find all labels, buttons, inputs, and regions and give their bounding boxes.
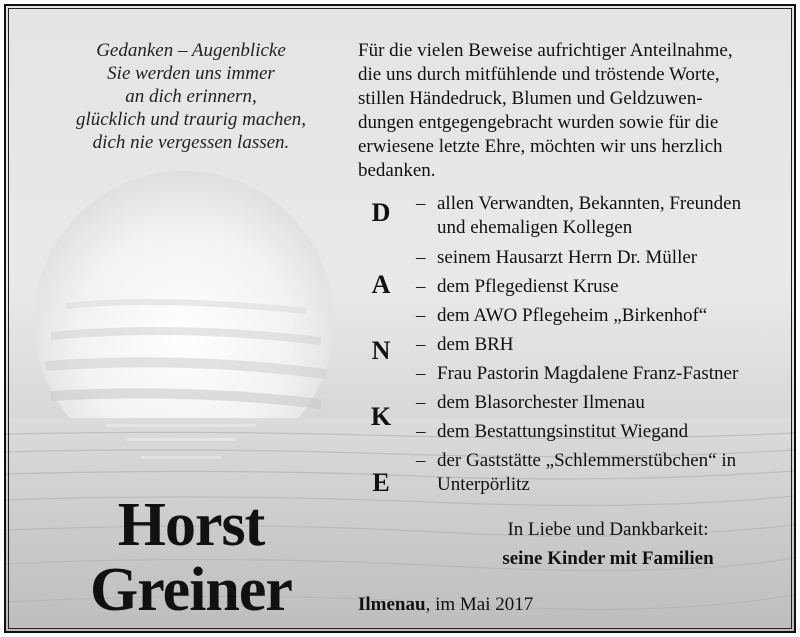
place-date — [358, 593, 533, 617]
deceased-first-name: Horst — [117, 491, 265, 559]
thanks-item: Frau Pastorin Magdalene Franz-Fastner — [437, 363, 739, 384]
thanks-item: allen Verwandten, Bekannten, Freunden — [437, 193, 742, 214]
danke-letter-k: K — [370, 402, 392, 431]
poem-line: Gedanken – Augenblicke — [96, 40, 286, 61]
poem-line: an dich erinnern, — [125, 86, 257, 107]
list-dash: – — [416, 334, 426, 355]
thanks-item: dem BRH — [437, 334, 514, 355]
city: Ilmenau — [358, 594, 426, 615]
list-dash: – — [416, 392, 426, 413]
list-dash: – — [416, 193, 426, 214]
poem-line: dich nie vergessen lassen. — [92, 132, 290, 153]
thanks-item: dem AWO Pflegeheim „Birkenhof“ — [437, 305, 708, 326]
thanks-item: dem Bestattungsinstitut Wiegand — [437, 421, 689, 442]
intro-line: erwiesene letzte Ehre, möchten wir uns herzlich — [358, 136, 723, 157]
thanks-item: seinem Hausarzt Herrn Dr. Müller — [437, 247, 698, 268]
danke-letter-d: D — [371, 198, 391, 227]
list-dash: – — [416, 421, 426, 442]
closing-line: In Liebe und Dankbarkeit: — [507, 519, 709, 540]
danke-letter-n: N — [371, 336, 391, 365]
intro-line: die uns durch mitfühlende und tröstende Worte, — [358, 64, 720, 85]
memorial-poem — [46, 39, 336, 154]
list-dash: – — [416, 363, 426, 384]
thanks-intro — [358, 39, 778, 183]
intro-line: stillen Händedruck, Blumen und Geldzuwen- — [358, 88, 703, 109]
list-dash: – — [416, 247, 426, 268]
thanks-item: und ehemaligen Kollegen — [437, 217, 633, 238]
thanks-item: dem Blasorchester Ilmenau — [437, 392, 645, 413]
thanks-item: Unterpörlitz — [437, 474, 530, 495]
list-dash: – — [416, 276, 426, 297]
danke-letter-e: E — [372, 468, 390, 497]
intro-line: bedanken. — [358, 160, 436, 181]
poem-line: glücklich und traurig machen, — [75, 109, 307, 130]
signature: seine Kinder mit Familien — [502, 548, 714, 569]
danke-letter-a: A — [371, 270, 391, 299]
thanks-item: der Gaststätte „Schlemmerstübchen“ in — [437, 450, 737, 471]
poem-line: Sie werden uns immer — [107, 63, 275, 84]
thanks-item: dem Pflegedienst Kruse — [437, 276, 619, 297]
obituary-notice — [4, 4, 796, 633]
date: , im Mai 2017 — [425, 594, 534, 615]
intro-line: Für die vielen Beweise aufrichtiger Anteilnahme, — [358, 40, 733, 61]
list-dash: – — [416, 450, 426, 471]
deceased-last-name: Greiner — [90, 556, 292, 624]
intro-line: dungen entgegengebracht wurden sowie für die — [358, 112, 719, 133]
list-dash: – — [416, 305, 426, 326]
